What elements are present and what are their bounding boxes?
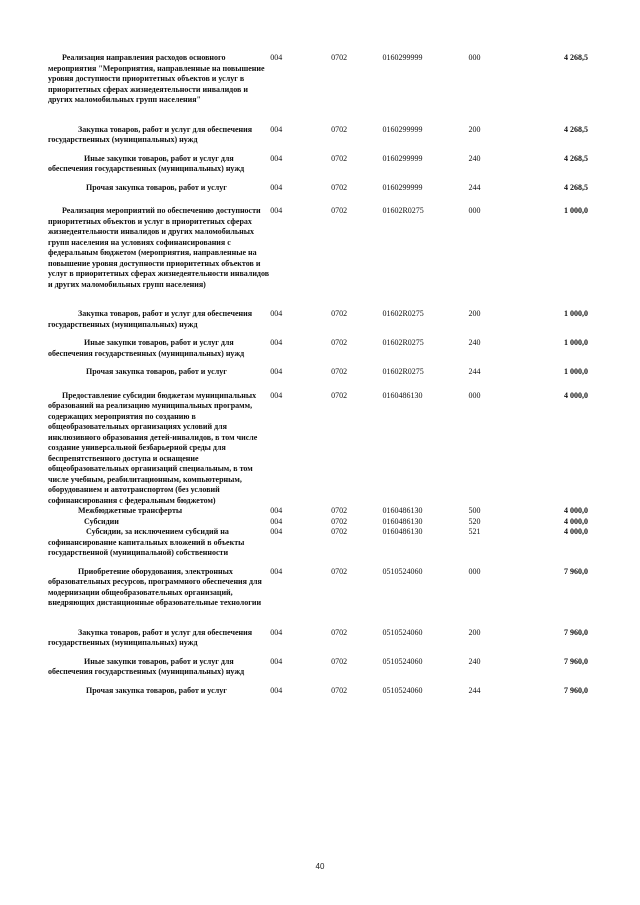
amount: 1 000,0 — [564, 338, 588, 347]
expense-name: Субсидии — [84, 516, 119, 526]
table-row — [48, 567, 588, 628]
amount: 4 000,0 — [564, 516, 588, 526]
expense-type-code: 000 — [468, 390, 481, 400]
expense-type-code: 200 — [468, 309, 481, 318]
expense-name: Межбюджетные трансферты — [78, 506, 183, 515]
target-article-code: 0160299999 — [382, 153, 423, 163]
department-code: 004 — [270, 656, 283, 666]
table-row — [48, 183, 588, 207]
department-code: 004 — [270, 506, 283, 515]
table-row — [48, 338, 588, 367]
expense-type-code: 521 — [468, 527, 481, 536]
expense-name: Иные закупки товаров, работ и услуг для обеспечения государственных (муниципальных) нужд — [48, 153, 245, 173]
section-code: 0702 — [331, 685, 348, 695]
amount: 4 000,0 — [564, 390, 588, 400]
target-article-code: 0160486130 — [382, 527, 423, 536]
target-article-code: 0510524060 — [382, 627, 423, 637]
table-row — [48, 506, 588, 517]
target-article-code: 0160486130 — [382, 516, 423, 526]
amount: 7 960,0 — [564, 566, 588, 576]
expense-name: Приобретение оборудования, электронных образовательных ресурсов, программного обеспечения для модернизации общеобразовательных организаций, внедряющих дистанционные образовательные технологии — [48, 566, 262, 607]
expense-name: Прочая закупка товаров, работ и услуг — [86, 182, 227, 192]
amount: 1 000,0 — [564, 367, 588, 376]
expense-type-code: 500 — [468, 506, 481, 515]
department-code: 004 — [270, 367, 283, 376]
amount: 1 000,0 — [564, 206, 588, 215]
expense-name: Субсидии, за исключением субсидий на софинансирование капитальных вложений в объекты государственной (муниципальной) собственности — [48, 527, 245, 557]
amount: 4 268,5 — [564, 182, 588, 192]
target-article-code: 01602R0275 — [382, 309, 424, 318]
amount: 4 268,5 — [564, 153, 588, 163]
expense-name: Реализация мероприятий по обеспечению доступности приоритетных объектов и услуг в приоритетных сферах жизнедеятельности инвалидов и других маломобильных групп населения на условиях софинансирования с федеральным бюджетом (мероприятия, направленные на повышение уровня доступности приоритетных объектов и услуг в приоритетных сферах жизнедеятельности инвалидов и других маломобильных групп населения) — [48, 206, 270, 289]
table-row — [48, 686, 588, 697]
amount: 7 960,0 — [564, 627, 588, 637]
target-article-code: 0160486130 — [382, 506, 423, 515]
target-article-code: 0160299999 — [382, 182, 423, 192]
expense-type-code: 000 — [468, 53, 481, 62]
expense-type-code: 000 — [468, 566, 481, 576]
target-article-code: 0510524060 — [382, 656, 423, 666]
department-code: 004 — [270, 124, 283, 134]
target-article-code: 0160299999 — [382, 124, 423, 134]
department-code: 004 — [270, 527, 283, 536]
target-article-code: 0160299999 — [382, 53, 423, 62]
target-article-code: 0510524060 — [382, 685, 423, 695]
section-code: 0702 — [331, 309, 348, 318]
section-code: 0702 — [331, 338, 348, 347]
section-code: 0702 — [331, 153, 348, 163]
department-code: 004 — [270, 206, 283, 215]
section-code: 0702 — [331, 516, 348, 526]
section-code: 0702 — [331, 124, 348, 134]
expense-type-code: 244 — [468, 685, 481, 695]
expense-name: Закупка товаров, работ и услуг для обеспечения государственных (муниципальных) нужд — [48, 627, 253, 647]
section-code: 0702 — [331, 206, 348, 215]
target-article-code: 0510524060 — [382, 566, 423, 576]
amount: 7 960,0 — [564, 656, 588, 666]
page-number: 40 — [315, 862, 325, 871]
department-code: 004 — [270, 182, 283, 192]
expense-name: Прочая закупка товаров, работ и услуг — [86, 685, 227, 695]
table-row — [48, 517, 588, 528]
table-row — [48, 367, 588, 391]
table-row — [48, 628, 588, 657]
department-code: 004 — [270, 390, 283, 400]
expense-type-code: 200 — [468, 124, 481, 134]
amount: 1 000,0 — [564, 309, 588, 318]
section-code: 0702 — [331, 53, 348, 62]
department-code: 004 — [270, 309, 283, 318]
expense-name: Иные закупки товаров, работ и услуг для обеспечения государственных (муниципальных) нужд — [48, 656, 245, 676]
expense-type-code: 520 — [468, 516, 481, 526]
expense-type-code: 200 — [468, 627, 481, 637]
table-row — [48, 206, 588, 309]
department-code: 004 — [270, 153, 283, 163]
target-article-code: 0160486130 — [382, 390, 423, 400]
table-row — [48, 309, 588, 338]
section-code: 0702 — [331, 506, 348, 515]
department-code: 004 — [270, 627, 283, 637]
target-article-code: 01602R0275 — [382, 367, 424, 376]
expense-name: Прочая закупка товаров, работ и услуг — [86, 367, 227, 376]
amount: 4 268,5 — [564, 53, 588, 62]
section-code: 0702 — [331, 182, 348, 192]
amount: 4 000,0 — [564, 527, 588, 536]
expense-type-code: 244 — [468, 182, 481, 192]
target-article-code: 01602R0275 — [382, 206, 424, 215]
section-code: 0702 — [331, 527, 348, 536]
expense-name: Иные закупки товаров, работ и услуг для обеспечения государственных (муниципальных) нужд — [48, 338, 245, 358]
amount: 4 000,0 — [564, 506, 588, 515]
expense-name: Предоставление субсидии бюджетам муниципальных образований на реализацию муниципальных программ, содержащих мероприятия по созданию в общеобразовательных организациях условий для инклюзивного образования детей-инвалидов, в том числе создание универсальной безбарьерной среды для беспрепятственного доступа и оснащение общеобразовательных организаций специальным, в том числе учебным, реабилитационным, компьютерным, оборудованием и автотранспортом (без условий софинансирования с федеральным бюджетом) — [48, 390, 258, 505]
budget-table — [48, 53, 588, 696]
table-row — [48, 53, 588, 125]
expense-type-code: 240 — [468, 656, 481, 666]
amount: 7 960,0 — [564, 685, 588, 695]
table-row — [48, 391, 588, 507]
section-code: 0702 — [331, 566, 348, 576]
section-code: 0702 — [331, 627, 348, 637]
target-article-code: 01602R0275 — [382, 338, 424, 347]
table-row — [48, 657, 588, 686]
department-code: 004 — [270, 338, 283, 347]
section-code: 0702 — [331, 390, 348, 400]
department-code: 004 — [270, 685, 283, 695]
expense-type-code: 244 — [468, 367, 481, 376]
department-code: 004 — [270, 516, 283, 526]
expense-name: Реализация направления расходов основного мероприятия "Мероприятия, направленные на повышение уровня доступности приоритетных объектов и услуг в приоритетных сферах жизнедеятельности инвалидов и других маломобильных групп населения" — [48, 53, 265, 104]
department-code: 004 — [270, 53, 283, 62]
expense-type-code: 240 — [468, 153, 481, 163]
table-row — [48, 527, 588, 567]
expense-type-code: 240 — [468, 338, 481, 347]
amount: 4 268,5 — [564, 124, 588, 134]
table-row — [48, 125, 588, 154]
table-row — [48, 154, 588, 183]
section-code: 0702 — [331, 656, 348, 666]
department-code: 004 — [270, 566, 283, 576]
expense-name: Закупка товаров, работ и услуг для обеспечения государственных (муниципальных) нужд — [48, 309, 253, 329]
section-code: 0702 — [331, 367, 348, 376]
expense-type-code: 000 — [468, 206, 481, 215]
expense-name: Закупка товаров, работ и услуг для обеспечения государственных (муниципальных) нужд — [48, 124, 253, 144]
